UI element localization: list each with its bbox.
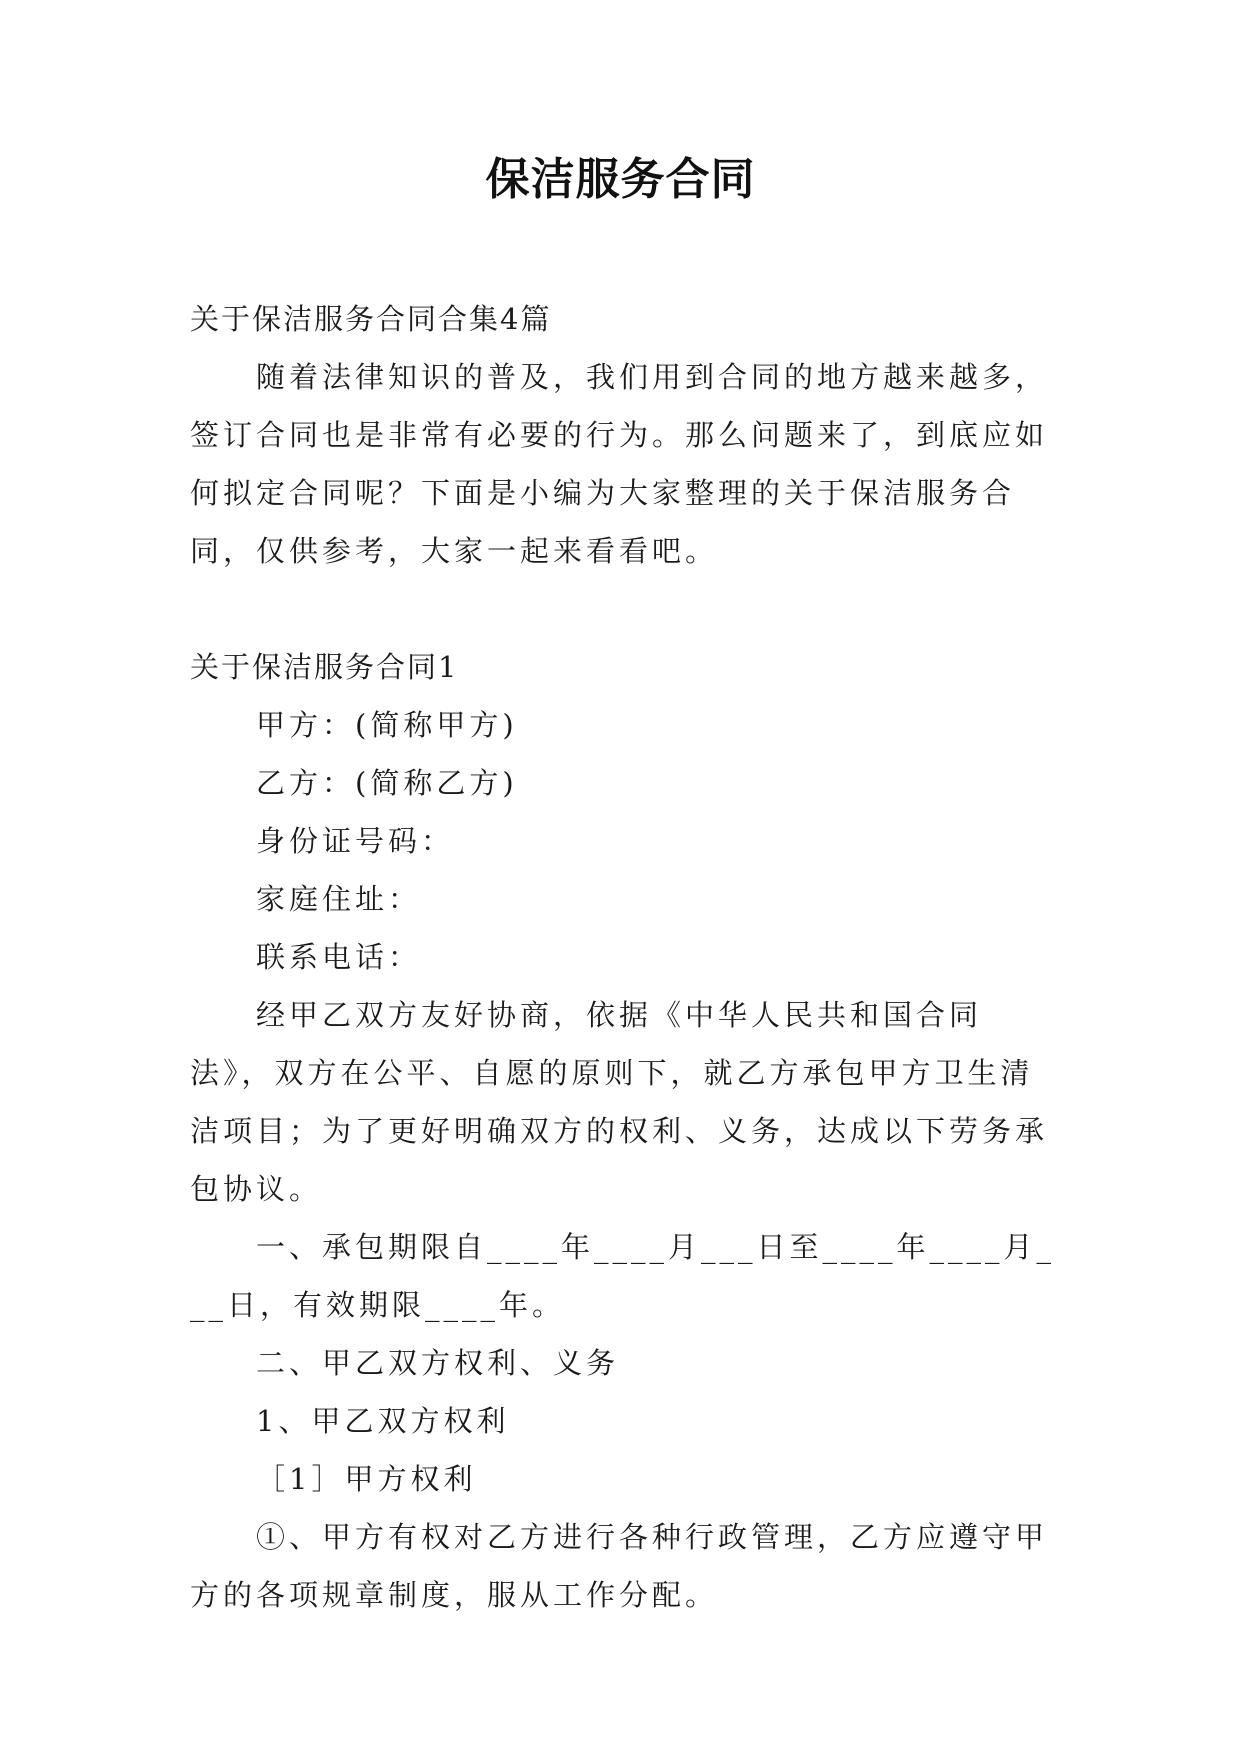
phone-line: 联系电话： — [256, 940, 422, 974]
collection-subtitle: 关于保洁服务合同合集4篇 — [190, 302, 552, 336]
clause-party-a-rights: ［1］甲方权利 — [256, 1462, 477, 1496]
id-number-line: 身份证号码： — [256, 824, 455, 858]
paragraph-spacer — [190, 580, 1060, 638]
document-title: 保洁服务合同 — [485, 154, 756, 205]
party-a-line: 甲方：(简称甲方) — [256, 708, 518, 742]
clause-term: 一、承包期限自____年____月___日至____年____月___日，有效期限____年。 — [190, 1230, 1056, 1322]
clause-rights-obligations: 二、甲乙双方权利、义务 — [256, 1346, 620, 1380]
clause-rights: 1、甲乙双方权利 — [256, 1404, 510, 1438]
section-heading: 关于保洁服务合同1 — [190, 650, 459, 684]
preamble-paragraph: 经甲乙双方友好协商，依据《中华人民共和国合同法》，双方在公平、自愿的原则下，就乙方承包甲方卫生清洁项目；为了更好明确双方的权利、义务，达成以下劳务承包协议。 — [190, 998, 1049, 1206]
clause-item: ①、甲方有权对乙方进行各种行政管理，乙方应遵守甲方的各项规章制度，服从工作分配。 — [190, 1520, 1049, 1612]
document-body — [190, 290, 1060, 1624]
intro-paragraph: 随着法律知识的普及，我们用到合同的地方越来越多，签订合同也是非常有必要的行为。那么问题来了，到底应如何拟定合同呢？下面是小编为大家整理的关于保洁服务合同，仅供参考，大家一起来看看吧。 — [190, 360, 1049, 568]
address-line: 家庭住址： — [256, 882, 422, 916]
party-b-line: 乙方：(简称乙方) — [256, 766, 518, 800]
